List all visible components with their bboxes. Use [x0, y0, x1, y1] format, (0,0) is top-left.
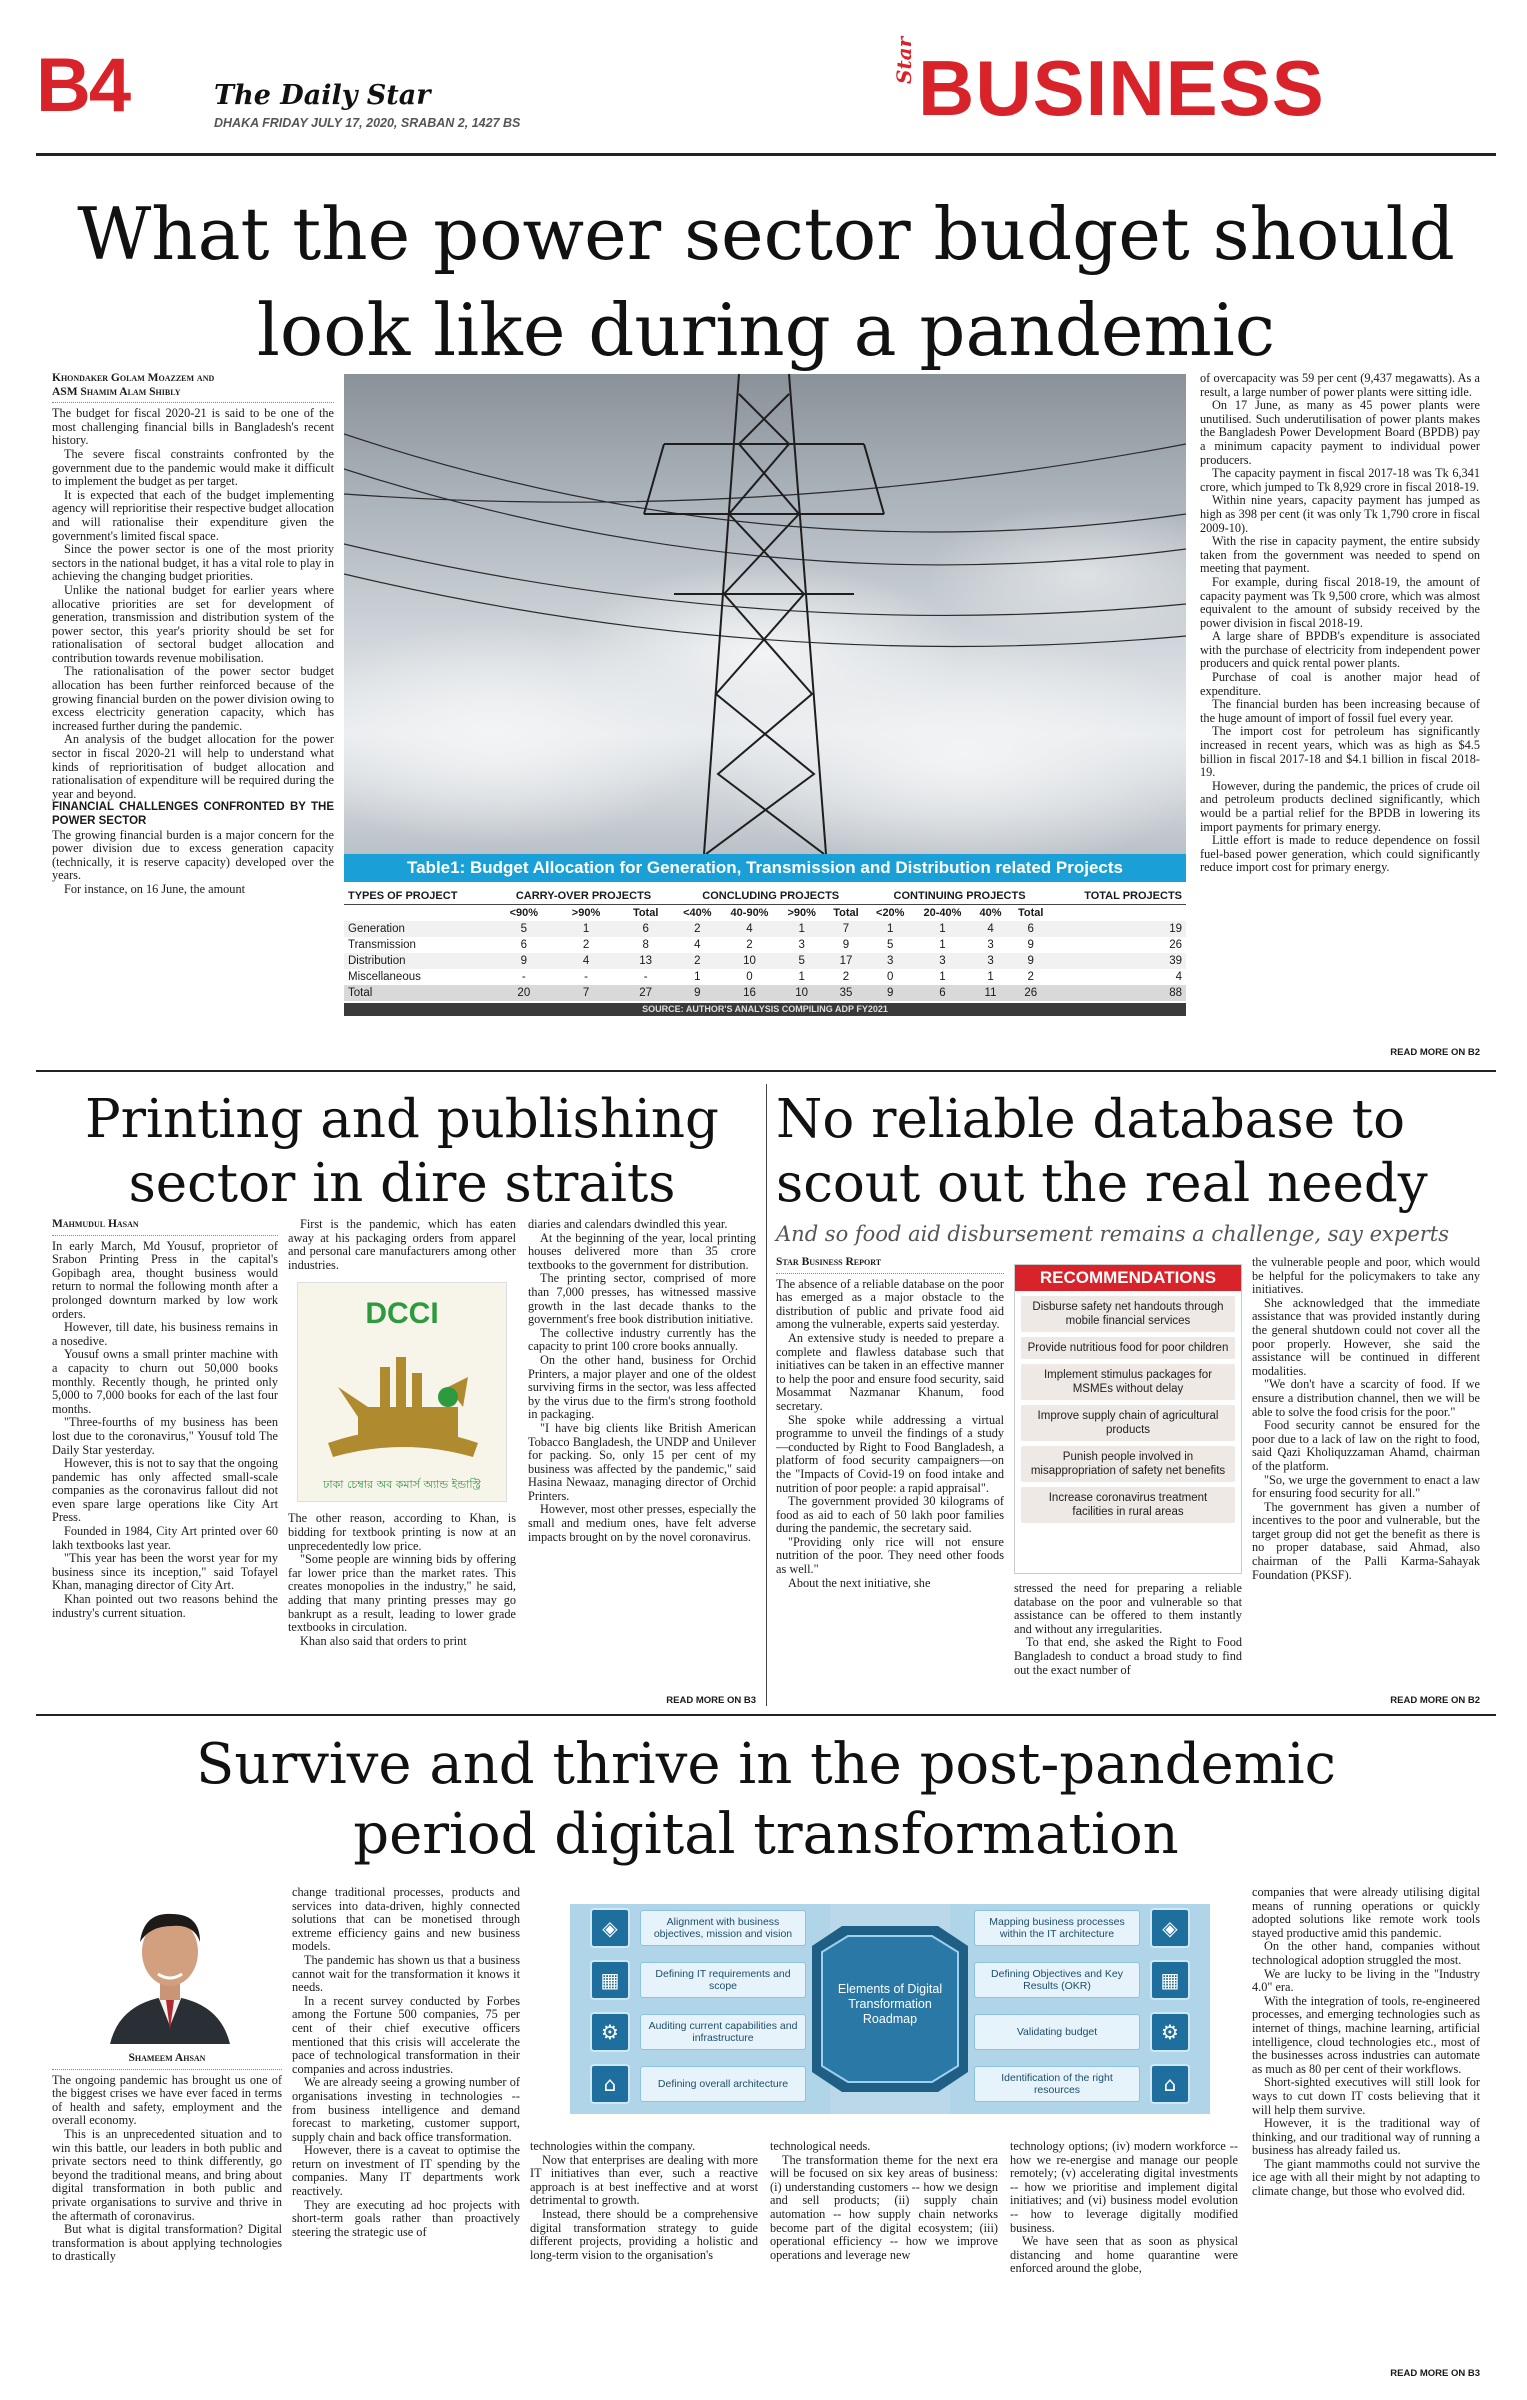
table-cell: - [521, 971, 526, 983]
dcci-logo-caption: ঢাকা চেম্বার অব কমার্স অ্যান্ড ইন্ডাস্ট্রি [323, 1477, 481, 1491]
table-cell: 4 [582, 955, 590, 967]
article3-deck: And so food aid disbursement remains a challenge, say experts [776, 1222, 1449, 1246]
table-cell: 5 [887, 939, 894, 951]
table-cell: 11 [984, 987, 997, 999]
roadmap-center: Elements of Digital Transformation Roadmap [837, 1982, 943, 2026]
paragraph: The other reason, according to Khan, is bidding for textbook printing is now at an unprecedentedly low price. [288, 1511, 516, 1553]
table-cell: Distribution [348, 955, 406, 967]
readmore[interactable]: READ MORE ON B3 [1390, 2368, 1480, 2379]
article2-col1 [52, 1218, 278, 1702]
section-rule [36, 1070, 1496, 1072]
paragraph: We are lucky to be living in the "Industry 4.0" era. [1252, 1966, 1480, 1995]
table-row [344, 921, 1186, 937]
readmore[interactable]: READ MORE ON B3 [666, 1695, 756, 1706]
roadmap-step: Defining Objectives and Key Results (OKR) [974, 1962, 1140, 1998]
paragraph: Short-sighted executives will still look for ways to cut down IT costs believing that it will help them survive. [1252, 2075, 1480, 2117]
table-group-header: TOTAL PROJECTS [1052, 888, 1186, 905]
headline-line: Survive and thrive in the post-pandemic [196, 1732, 1336, 1797]
table-cell: Generation [348, 923, 405, 935]
roadmap-step-icon: ◈ [1150, 1908, 1190, 1948]
masthead-rule [36, 153, 1496, 156]
roadmap-step: Identification of the right resources [974, 2066, 1140, 2102]
paragraph: With the rise in capacity payment, the entire subsidy taken from the government was needed to spend on meeting that payment. [1200, 534, 1480, 576]
recommendation-item: Punish people involved in misappropriation of safety net benefits [1021, 1446, 1235, 1482]
paragraph: The severe fiscal constraints confronted by the government due to the pandemic would make it difficult to implement the budget as per target. [52, 446, 334, 489]
paragraph: An extensive study is needed to prepare a complete and flawless database such that initiatives can be taken in an effective manner to help the poor and ensure food security, said Mosammat Nazmanar Khanum, food secretary. [776, 1330, 1004, 1413]
article2-col2 [288, 1218, 516, 1702]
table-cell: 26 [1169, 939, 1182, 951]
table-group-header: TYPES OF PROJECT [344, 888, 493, 905]
paragraph: However, till date, his business remains in a nosedive. [52, 1320, 278, 1348]
article3-col3 [1252, 1256, 1480, 1696]
paragraph: She acknowledged that the immediate assistance that was provided instantly during the general shutdown could not cover all the poor properly. However, she said the assistance will be continued in different modalities. [1252, 1295, 1480, 1378]
recommendations-title: RECOMMENDATIONS [1015, 1265, 1241, 1291]
table-cell: 2 [842, 971, 850, 983]
roadmap-step: Validating budget [974, 2014, 1140, 2050]
byline: Khondaker Golam Moazzem and ASM Shamim Alam Shibly [52, 372, 334, 403]
byline: Shameem Ahsan [52, 2052, 282, 2070]
table-subheader: >90% [787, 907, 816, 919]
headline-line: Printing and publishing [85, 1089, 719, 1150]
byline: Star Business Report [776, 1256, 1004, 1274]
table-subheader: <90% [509, 907, 539, 919]
column-divider [766, 1084, 767, 1706]
recommendation-item: Provide nutritious food for poor children [1021, 1337, 1235, 1359]
paragraph: For example, during fiscal 2018-19, the amount of capacity payment was Tk 9,500 crore, which was almost equivalent to the amount of subsidy received by the power division in fiscal 2018-19. [1200, 574, 1480, 630]
table-subheader: Total [833, 907, 859, 919]
roadmap-step-icon: ⌂ [1150, 2064, 1190, 2104]
byline: Mahmudul Hasan [52, 1218, 278, 1236]
table-cell: 4 [987, 923, 994, 935]
paragraph: Since the power sector is one of the most priority sectors in the national budget, it has a vital role to play in achieving the changing budget priorities. [52, 542, 334, 584]
headline-line: period digital transformation [353, 1802, 1179, 1867]
paragraph: She spoke while addressing a virtual programme to unveil the findings of a study—conducted by Right to Food Bangladesh, a platform of food security campaigners—on the "Impacts of Covid-19 on food intake and nutrition of poor people: a rapid appraisal". [776, 1412, 1004, 1495]
paragraph: In a recent survey conducted by Forbes among the Fortune 500 companies, 75 per cent of their chief executive officers mentioned that this crisis will accelerate the pace of technological transformation in their companies and across industries. [292, 1993, 520, 2076]
table-cell: 16 [743, 987, 756, 999]
table-cell: 1 [798, 971, 805, 983]
table-source: SOURCE: AUTHOR'S ANALYSIS COMPILING ADP FY2021 [344, 1003, 1186, 1016]
paragraph: "I have big clients like British American Tobacco Bangladesh, the UNDP and Unilever for packing. So, only 15 per cent of my business was affected by the pandemic," said Hasina Newaaz, managing director of Orchid Printers. [528, 1420, 756, 1503]
paragraph: On 17 June, as many as 45 power plants were unutilised. Such underutilisation of power plants makes the Bangladesh Power Development Board (BPDB) pay a minimum capacity payment to individual power producers. [1200, 398, 1480, 467]
paragraph: technology options; (iv) modern workforce -- how we re-energise and manage our people remotely; (v) accelerating digital investments -- how we prioritise and implement digital initiatives; and (vi) business model evolution -- how to leverage digitally modified business. [1010, 2140, 1238, 2235]
table-cell: 2 [746, 939, 753, 951]
paragraph: They are executing ad hoc projects with short-term goals rather than proactively steering the strategic use of [292, 2197, 520, 2239]
paragraph: the vulnerable people and poor, which would be helpful for the policymakers to take any initiatives. [1252, 1256, 1480, 1297]
article2-headline [52, 1088, 752, 1216]
table-cell: 1 [939, 971, 946, 983]
table-cell: 26 [1024, 987, 1038, 999]
paragraph: The pandemic has shown us that a business cannot wait for the transformation it knows it needs. [292, 1952, 520, 1995]
paragraph: The absence of a reliable database on the poor has emerged as a major obstacle to the distribution of public and private food aid among the vulnerable, experts said yesterday. [776, 1276, 1004, 1332]
recommendation-item: Implement stimulus packages for MSMEs without delay [1021, 1364, 1235, 1400]
paragraph: Yousuf owns a small printer machine with a capacity to churn out 50,000 books monthly. Recently though, he printed only 5,000 to 7,000 books for each of the last four months. [52, 1347, 278, 1416]
table-cell: 9 [1027, 939, 1034, 951]
paragraph: However, this is not to say that the ongoing pandemic has only affected small-scale companies as the coronavirus fallout did not even spare large operations like City Art Press. [52, 1456, 278, 1525]
table-cell: 10 [795, 987, 809, 999]
article4-col4 [1252, 1886, 1480, 2364]
table-cell: 88 [1169, 987, 1182, 999]
table-cell: 7 [582, 987, 590, 999]
table-cell: 13 [639, 955, 653, 967]
paragraph: stressed the need for preparing a reliable database on the poor and vulnerable so that assistance can be offered to them instantly and without any irregularities. [1014, 1582, 1242, 1636]
recommendation-item: Increase coronavirus treatment facilities in rural areas [1021, 1487, 1235, 1523]
author-photo [100, 1890, 240, 2044]
paragraph: For instance, on 16 June, the amount [64, 881, 246, 896]
headline-line: scout out the real needy [776, 1153, 1428, 1214]
table-subheader: >90% [571, 907, 601, 919]
table-cell: 9 [694, 987, 701, 999]
table-cell: Transmission [348, 939, 416, 951]
article3-col1 [776, 1256, 1004, 1702]
paragraph: The budget for fiscal 2020-21 is said to be one of the most challenging financial bills in Bangladesh's recent history. [52, 406, 334, 448]
table-cell: 6 [642, 923, 649, 935]
paragraph: The capacity payment in fiscal 2017-18 was Tk 6,341 crore, which jumped to Tk 8,929 crore in fiscal 2018-19. [1200, 466, 1480, 494]
paragraph: The collective industry currently has the capacity to print 100 crore books annually. [528, 1325, 756, 1354]
paragraph: "Three-fourths of my business has been lost due to the coronavirus," Yousuf told The Daily Star yesterday. [52, 1415, 278, 1457]
paragraph: In early March, Md Yousuf, proprietor of Srabon Printing Press in the capital's Gopibagh area, thought business would return to normal the following month after a prolonged downturn marked by low work orders. [52, 1238, 278, 1321]
paragraph: "So, we urge the government to enact a law for ensuring food security for all." [1252, 1472, 1480, 1501]
table-subheader: 40-90% [730, 907, 769, 919]
paragraph: Instead, there should be a comprehensive digital transformation strategy to guide different projects, providing a holistic and long-term vision to the organisation's [530, 2206, 758, 2262]
roadmap-step-icon: ⚙ [1150, 2012, 1190, 2052]
table-cell: 4 [1175, 971, 1182, 983]
table-cell: 1 [582, 923, 590, 935]
readmore[interactable]: READ MORE ON B2 [1390, 1047, 1480, 1058]
paper-logo: The Daily Star [214, 80, 431, 111]
section-prefix: Star [892, 36, 916, 84]
table-title: Table1: Budget Allocation for Generation, Transmission and Distribution related Projects [344, 854, 1186, 882]
article3-col2-bottom [1014, 1582, 1242, 1702]
table-cell: 6 [1027, 923, 1034, 935]
section-title: BUSINESS [918, 44, 1325, 132]
roadmap-step-icon: ⚙ [590, 2012, 630, 2052]
table-row [344, 985, 1186, 1001]
paragraph: Food security cannot be ensured for the poor due to a lack of law on the right to food, said Qazi Kholiquzzaman Ahamd, chairman of the platform. [1252, 1418, 1480, 1473]
table-cell: 39 [1169, 955, 1182, 967]
table-header-blank [1052, 905, 1186, 922]
roadmap-step: Defining overall architecture [640, 2066, 806, 2102]
table-cell: 9 [1027, 955, 1034, 967]
paragraph: About the next initiative, she [788, 1575, 931, 1590]
table-cell: 10 [743, 955, 756, 967]
paragraph: The ongoing pandemic has brought us one of the biggest crises we have ever faced in terms of health and safety, employment and the overall economy. [52, 2072, 282, 2128]
table-cell: 4 [746, 923, 753, 935]
table-cell: 6 [520, 939, 528, 951]
paragraph: However, during the pandemic, the prices of crude oil and petroleum products declined significantly, which would be a partial relief for the BPDB in lowering its import payments for primary energy. [1200, 778, 1480, 834]
article3-headline [776, 1088, 1496, 1216]
table-cell: 2 [694, 923, 701, 935]
table-cell: 9 [520, 955, 528, 967]
table-group-header: CONCLUDING PROJECTS [674, 888, 867, 905]
paragraph: diaries and calendars dwindled this year. [528, 1218, 728, 1231]
table-cell: 8 [642, 939, 649, 951]
table-row [344, 953, 1186, 969]
table-cell: 1 [694, 971, 701, 983]
paragraph: However, most other presses, especially the small and medium ones, have felt adverse impacts brought on by the novel coronavirus. [528, 1502, 756, 1544]
paragraph: The printing sector, comprised of more than 7,000 presses, has witnessed massive growth in the last decade thanks to the government's free book distribution initiative. [528, 1271, 756, 1327]
paragraph: We are already seeing a growing number of organisations investing in technologies -- from business intelligence and demand forecast to marketing, customer support, supply chain and back office transformation. [292, 2075, 520, 2144]
table-cell: 27 [639, 987, 653, 999]
digital-roadmap-infographic [530, 1886, 1250, 2132]
paragraph: This is an unprecedented situation and to win this battle, our leaders in both public and private sectors need to think differently, go beyond the traditional means, and bring about digital transformation in both public and private organisations to survive and thrive in the aftermath of coronavirus. [52, 2126, 282, 2223]
headline-line: No reliable database to [776, 1089, 1405, 1150]
paragraph: "We don't have a scarcity of food. If we ensure a distribution channel, then we will be able to solve the food crisis for the poor." [1252, 1377, 1480, 1419]
section-rule [36, 1714, 1496, 1716]
table-cell: 7 [842, 923, 850, 935]
table-header-blank [344, 905, 493, 922]
table-subheader: <20% [876, 907, 905, 919]
table-subheader: 40% [979, 907, 1002, 919]
readmore[interactable]: READ MORE ON B2 [1390, 1695, 1480, 1706]
paragraph: "Some people are winning bids by offering far lower price than the market rates. This creates monopolies in the industry," he said, adding that many printing presses may go bankrupt as a result, leading to lower grade textbooks in circulation. [288, 1552, 516, 1635]
table-cell: 1 [798, 923, 805, 935]
table-cell: 2 [694, 955, 701, 967]
table-cell: 3 [887, 955, 894, 967]
paragraph: technological needs. [770, 2140, 871, 2153]
paragraph: At the beginning of the year, local printing houses delivered more than 35 crore textbooks to the government for distribution. [528, 1230, 756, 1272]
table-cell: 3 [987, 939, 994, 951]
paragraph: A large share of BPDB's expenditure is associated with the purchase of electricity from independent power producers and quick rental power plants. [1200, 629, 1480, 671]
headline-line: look like during a pandemic [256, 288, 1276, 372]
article4-bcol2 [770, 2140, 998, 2368]
table-row [344, 969, 1186, 985]
table-cell: 0 [746, 971, 753, 983]
table-cell: 35 [839, 987, 853, 999]
table-cell: 2 [582, 939, 590, 951]
roadmap-step: Alignment with business objectives, mission and vision [640, 1910, 806, 1946]
article4-headline [36, 1730, 1496, 1870]
paragraph: companies that were already utilising digital means of running operations or quickly adopted solutions like remote work tools stayed productive amid this pandemic. [1252, 1886, 1480, 1940]
subhead: FINANCIAL CHALLENGES CONFRONTED BY THE POWER SECTOR [52, 801, 334, 827]
article2-col3 [528, 1218, 756, 1694]
paragraph: An analysis of the budget allocation for the power sector in fiscal 2020-21 will help to understand what kinds of reprioritisation of budget allocation and rationalisation of expenditure will be required during the year and beyond. [52, 732, 334, 801]
paragraph: The growing financial burden is a major concern for the power division due to excess generation capacity (technically, it is reserve capacity) developed over the years. [52, 827, 334, 883]
paragraph: On the other hand, business for Orchid Printers, a major player and one of the oldest surviving firms in the sector, was less affected by the virus due to the firm's strong foothold in packaging. [528, 1352, 756, 1422]
dcci-logo-text: DCCI [365, 1297, 439, 1331]
paragraph: change traditional processes, products and services into data-driven, highly connected solutions that can be monetised through extreme efficiency gains and new business models. [292, 1886, 520, 1954]
table-cell: 2 [1027, 971, 1034, 983]
recommendation-item: Disburse safety net handouts through mobile financial services [1021, 1296, 1235, 1332]
table-subheader: Total [1017, 907, 1044, 919]
page-number: B4 [36, 43, 130, 128]
paragraph: The government has given a number of incentives to the poor and vulnerable, but the target group did not get the benefit as there is no proper database, said Ahmad, also chairman of the Palli Karma-Sahayak Foundation (PKSF). [1252, 1499, 1480, 1582]
table [344, 888, 1186, 1001]
article4-bcol1 [530, 2140, 758, 2368]
table-subheader: 20-40% [923, 907, 962, 919]
table-cell: 1 [987, 971, 994, 983]
table-cell: 1 [887, 923, 894, 935]
paragraph: With the integration of tools, re-engineered processes, and emerging technologies such as internet of things, machine learning, artificial intelligence, cloud technologies etc., most of the businesses across industries can automate as much as 80 per cent of their workflows. [1252, 1993, 1480, 2076]
paragraph: The rationalisation of the power sector budget allocation has been further reinforced because of the growing financial burden on the power division owing to excess electricity generation capacity, which has increased further during the pandemic. [52, 664, 334, 733]
paragraph: But what is digital transformation? Digital transformation is about applying technologies to drastically [52, 2222, 282, 2264]
table-cell: 17 [839, 955, 853, 967]
table-cell: 5 [520, 923, 528, 935]
paragraph: "Providing only rice will not ensure nutrition of the poor. They need other foods as well." [776, 1534, 1004, 1577]
paragraph: First is the pandemic, which has eaten away at his packaging orders from apparel and personal care manufacturers among other industries. [288, 1218, 516, 1272]
article1-col3 [1200, 372, 1480, 1040]
table-cell: 19 [1169, 923, 1182, 935]
paragraph: Little effort is made to reduce dependence on fossil fuel-based power generation, which could significantly reduce import cost for primary energy. [1200, 833, 1480, 875]
roadmap-step: Mapping business processes within the IT architecture [974, 1910, 1140, 1946]
roadmap-step-icon: ▦ [1150, 1960, 1190, 2000]
paragraph: Khan also said that orders to print [300, 1633, 467, 1648]
table-cell: 1 [939, 939, 946, 951]
paragraph: Unlike the national budget for earlier years where allocative priorities are set for development of generation, transmission and distribution system of the power sector, this year's priority should be set for rationalisation of sectoral budget allocation and contribution towards revenue mobilisation. [52, 582, 334, 665]
table-subheader: Total [632, 907, 659, 919]
budget-table [344, 854, 1186, 1054]
table-cell: - [643, 971, 648, 983]
paragraph: The giant mammoths could not survive the ice age with all their might by not adapting to climate change, but those who evolved did. [1252, 2156, 1480, 2199]
paragraph: Purchase of coal is another major head of expenditure. [1200, 670, 1480, 698]
paragraph: To that end, she asked the Right to Food Bangladesh to conduct a broad study to find out the exact number of [1014, 1635, 1242, 1677]
roadmap-step: Defining IT requirements and scope [640, 1962, 806, 1998]
table-cell: 3 [987, 955, 994, 967]
paragraph: The import cost for petroleum has significantly increased in recent years, which was as high as $4.5 billion in fiscal 2017-18 and $4.1 billion in fiscal 2018-19. [1200, 724, 1480, 780]
roadmap-step-icon: ◈ [590, 1908, 630, 1948]
table-cell: 3 [798, 939, 805, 951]
table-subheader: <40% [683, 907, 712, 919]
roadmap-step: Auditing current capabilities and infrastructure [640, 2014, 806, 2050]
table-cell: Total [348, 987, 373, 999]
paragraph: We have seen that as soon as physical distancing and home quarantine were enforced around the globe, [1010, 2234, 1238, 2276]
headline-line: sector in dire straits [128, 1153, 676, 1214]
article1-col1 [52, 372, 334, 1062]
article4-bcol3 [1010, 2140, 1238, 2368]
paragraph: The transformation theme for the next era will be focused on six key areas of business: (i) understanding customers -- how we design and sell products; (ii) supply chain automation -- how supply chain networks become part of the digital ecosystem; (iii) operational efficiency -- how we improve operations and leverage new [770, 2152, 998, 2262]
table-group-header: CONTINUING PROJECTS [867, 888, 1052, 905]
table-cell: 1 [939, 923, 946, 935]
roadmap-step-icon: ⌂ [590, 2064, 630, 2104]
pylon-photo [344, 374, 1186, 854]
paragraph: However, there is a caveat to optimise the return on investment of IT spending by the companies. Many IT departments work reactively. [292, 2143, 520, 2199]
table-cell: 9 [887, 987, 894, 999]
table-group-header: CARRY-OVER PROJECTS [493, 888, 675, 905]
paragraph: However, it is the traditional way of thinking, and our traditional way of running a business has already failed us. [1252, 2116, 1480, 2158]
recommendations-box [1014, 1264, 1242, 1574]
paragraph: On the other hand, companies without technological adoption struggled the most. [1252, 1939, 1480, 1967]
issue-date: DHAKA FRIDAY JULY 17, 2020, SRABAN 2, 1427 BS [214, 116, 521, 130]
table-cell: 4 [694, 939, 701, 951]
recommendation-item: Improve supply chain of agricultural products [1021, 1405, 1235, 1441]
paragraph: The government provided 30 kilograms of food as aid to each of 50 lakh poor families during the pandemic, the secretary said. [776, 1494, 1004, 1536]
table-cell: 5 [798, 955, 805, 967]
table-cell: 20 [517, 987, 531, 999]
paragraph: of overcapacity was 59 per cent (9,437 megawatts). As a result, a large number of power plants were sitting idle. [1200, 372, 1480, 399]
paragraph: Khan pointed out two reasons behind the industry's current situation. [52, 1592, 278, 1620]
table-cell: 9 [842, 939, 850, 951]
article4-col2 [292, 1886, 520, 2368]
paragraph: Within nine years, capacity payment has jumped as high as 398 per cent (it was only Tk 1,790 crore in fiscal 2009-10). [1200, 493, 1480, 535]
paragraph: "This year has been the worst year for my business since its inception," said Tofayel Khan, managing director of City Art. [52, 1551, 278, 1593]
article1-headline [36, 186, 1496, 378]
headline-line: What the power sector budget should [77, 192, 1455, 276]
table-cell: - [584, 971, 588, 983]
table-cell: 6 [939, 987, 946, 999]
table-cell: Miscellaneous [348, 971, 421, 983]
roadmap-step-icon: ▦ [590, 1960, 630, 2000]
paragraph: Now that enterprises are dealing with more IT initiatives than ever, such a reactive approach is at best ineffective and at worst detrimental to growth. [530, 2152, 758, 2208]
paragraph: It is expected that each of the budget implementing agency will reprioritise their respective budget allocation and will rationalise their expenditure given the government's limited fiscal space. [52, 487, 334, 543]
masthead [36, 36, 1496, 140]
dcci-logo [297, 1282, 507, 1502]
paragraph: The financial burden has been increasing because of the huge amount of import of fossil fuel every year. [1200, 697, 1480, 725]
paragraph: technologies within the company. [530, 2140, 696, 2153]
table-row [344, 937, 1186, 953]
article4-col1 [52, 2052, 282, 2368]
paragraph: Founded in 1984, City Art printed over 60 lakh textbooks last year. [52, 1524, 278, 1552]
table-cell: 0 [887, 971, 894, 983]
table-cell: 3 [939, 955, 946, 967]
